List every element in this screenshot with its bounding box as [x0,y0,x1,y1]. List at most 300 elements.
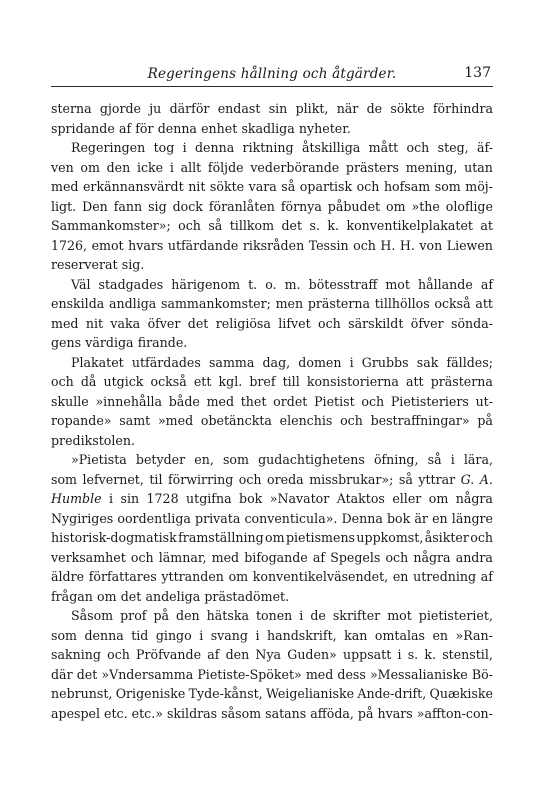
word: historisk-dogmatisk [51,530,177,545]
word: skulle [51,393,89,409]
word: Weigelianiske [265,686,355,701]
word: så [281,179,296,194]
word: samma [208,354,255,370]
word: Tessin [308,237,349,253]
word: Denna [341,510,383,526]
word: etc.» [131,705,163,721]
word: den [106,159,131,175]
word: vaka [110,315,141,331]
text-line [51,684,493,704]
text-line [51,665,493,685]
word: s. [407,647,419,662]
word: i [182,140,187,155]
word: gudachtighetens [258,452,365,467]
word: andliga [109,296,157,311]
word: sterna [51,101,92,116]
word: kgl. [218,374,243,389]
word: sökte [209,179,245,194]
word: om [386,198,406,214]
word: icke [136,159,164,175]
word: H. [399,237,415,253]
word: gjorde [99,101,141,116]
text-line [51,606,493,626]
word: föranlåten [208,198,275,214]
word: som [51,627,77,643]
word: bok [386,510,411,526]
word: sammankomster; [161,296,271,311]
word: då [80,374,97,389]
word: i [450,452,455,467]
word: skrifter [332,608,381,623]
word: öfver [410,315,444,331]
word: och [340,413,363,428]
word: där [51,666,73,682]
word: oreda [267,471,304,487]
text-line [51,489,493,509]
text-line [51,197,493,217]
word: särskildt [348,315,404,331]
word: förwirring [167,471,234,487]
word: yttranden [161,569,224,584]
word: yttrar [418,471,456,487]
word: 1728 [146,491,179,506]
word: därför [169,101,210,116]
word: omtalas [374,627,425,643]
word: ven [51,159,74,175]
word: at [480,218,493,233]
word: skildras [166,705,218,721]
word: framställning [178,530,264,545]
text-line [51,411,493,431]
word: »the [411,198,440,214]
word: och [178,218,201,233]
word: utfärdande [167,237,239,253]
word: tog [153,140,175,155]
text-line [51,645,493,665]
word: äldre [51,569,85,584]
text-line [51,431,493,451]
word: stadgades [98,276,164,292]
word: mått [368,140,399,155]
word: steg, [437,140,469,155]
word: ut- [475,393,493,409]
word: och [107,647,130,662]
word: Nya [255,647,282,662]
word: von [419,237,443,253]
word: pietisteriet, [418,608,493,623]
word: både [168,393,200,409]
word: prästerna [307,296,371,311]
word: mening, [405,159,458,175]
word: »innehålla [95,393,163,409]
word: lära, [463,452,493,467]
word: och [318,315,341,331]
word: om [80,159,100,175]
word: ordet [273,393,308,409]
text-line [51,450,493,470]
word: de [366,101,383,116]
word: denna [84,627,124,643]
word: sin [120,491,140,506]
word: gens [51,335,82,350]
text-line [51,626,493,646]
running-title: Regeringens hållning och åtgärder. [147,66,397,82]
word: skadliga [241,120,295,136]
word: värdiga [85,335,134,350]
word: och [356,179,380,194]
word: såsom [221,705,262,721]
word: pietismens [285,530,356,545]
word: afföda, [310,705,354,721]
word: en [432,510,448,526]
word: och [406,140,430,155]
word: uppkomst, [356,530,424,545]
word: til [149,471,163,487]
word: allt [180,159,202,175]
word: bref [249,374,276,389]
word: det [281,218,303,233]
word: af [480,276,493,292]
word: på [357,705,374,721]
word: om [228,569,249,584]
text-line [51,236,493,256]
word: en, [194,452,214,467]
word: hätska [206,608,249,623]
word: oloflige [445,198,493,214]
word: sakning [51,647,101,662]
word: härigenom [171,276,241,292]
word: det [76,666,98,682]
word: af [480,569,493,584]
word: följde [207,159,244,175]
word: kan [344,627,368,643]
word: tillhöllos [374,296,430,311]
word: predikstolen. [51,432,135,448]
word: religiösa [215,315,271,331]
word: prästerna [430,374,493,389]
word: prof [120,608,147,623]
word: och [361,393,385,409]
word: Tyde-kånst, [188,686,263,701]
word: konsistorierna [306,374,399,389]
word: påbudet [327,198,381,214]
word: att [475,296,493,311]
word: nit [188,179,206,194]
word: öfver [147,315,181,331]
word: dess [337,666,366,682]
word: Humble [51,491,102,506]
text-line [51,119,493,139]
word: m. [284,276,301,292]
word: förhindra [432,101,493,116]
word: samt [119,413,151,428]
word: prästers [345,159,399,175]
word: nit [85,315,104,331]
text-line [51,314,493,334]
word: fälldes; [446,354,493,370]
word: endast [217,101,261,116]
word: det [120,588,142,604]
word: om [428,491,449,506]
word: sak [416,354,439,370]
word: af [118,120,132,136]
word: som [51,471,77,487]
text-line [51,509,493,529]
text-line [51,99,493,119]
word: utan [464,159,493,175]
word: nyheter. [298,120,351,136]
text-line [51,294,493,314]
word: denna [194,140,235,155]
word: s. [309,218,320,233]
text-line [51,528,493,548]
word: ligt. [51,198,77,214]
body-text [51,99,493,723]
word: Pietisteriers [390,393,469,409]
text-line [51,372,493,392]
word: i [349,354,354,370]
word: handskrift, [266,627,337,643]
word: att [405,374,424,389]
word: nebrunst, [51,686,113,701]
word: svang [210,627,248,643]
word: mot [387,608,412,623]
word: sökte [390,101,425,116]
word: emot [91,237,124,253]
word: några [455,491,493,506]
word: hållande [417,276,473,292]
text-line [51,587,493,607]
word: hvars [377,705,413,721]
word: utfärdades [131,354,201,370]
word: Liewen [446,237,493,253]
word: med [305,666,334,682]
word: mot [385,276,410,292]
word: i [397,647,402,662]
word: utgifna [186,491,232,506]
word: thet [240,393,267,409]
word: när [336,101,359,116]
word: Nygiriges [51,510,114,526]
word: Pietiste-Spöket» [197,666,302,682]
word: längre [451,510,493,526]
word: vederbörande [250,159,340,175]
word: domen [298,354,342,370]
word: för [135,120,154,136]
word: opartisk [299,179,353,194]
word: i [109,491,114,506]
word: är [414,510,428,526]
text-line [51,704,493,724]
word: uppsatt [342,647,392,662]
word: bötesstraff [308,276,378,292]
word: »Pietista [71,452,127,467]
word: den [225,647,250,662]
word: oordentliga [117,510,191,526]
word: tonen [255,608,293,623]
text-line [51,470,493,490]
page-header [51,64,493,87]
word: tillkom [229,218,275,233]
word: Sammankomster»; [51,218,171,233]
word: privata [195,510,241,526]
word: enskilda [51,296,105,311]
word: sönda- [451,315,493,331]
word: »med [157,413,194,428]
word: också [150,374,187,389]
word: missbrukar»; [309,471,394,487]
word: Grubbs [361,354,409,370]
word: Guden» [287,647,337,662]
word: gingo [155,627,192,643]
word: om [265,530,285,545]
word: betyder [135,452,186,467]
word: af [312,549,326,565]
word: lifvet [278,315,311,331]
word: sig. [121,257,145,272]
text-line [51,216,493,236]
word: Ataktos [336,491,385,506]
word: äf- [476,140,493,155]
word: eller [392,491,422,506]
word: på [153,608,170,623]
word: Origeniske [115,686,186,701]
word: G. [460,471,475,487]
word: författares [88,569,157,584]
word: reserverat [51,257,118,272]
word: med [206,393,235,409]
word: »Vndersamma [101,666,194,682]
word: bestraffningar» [370,413,470,428]
word: konventikelplakatet [346,218,473,233]
word: sig [148,198,167,214]
word: utredning [413,569,477,584]
word: lefvernet, [82,471,144,487]
word: Ande-drift, [357,686,427,701]
word: och [470,530,493,545]
word: conventicula». [244,510,338,526]
word: Väl [71,276,91,292]
word: och [51,374,74,389]
word: så [398,471,413,487]
word: verksamhet [51,549,126,565]
word: bok [239,491,263,506]
word: i [299,608,304,623]
word: med [211,549,240,565]
word: fann [113,198,143,214]
text-line [51,548,493,568]
word: konventikelväsendet, [252,569,389,584]
text-line [51,567,493,587]
word: i [169,159,174,175]
word: andra [455,549,493,565]
text-line [51,158,493,178]
word: o. [265,276,277,292]
word: lämnar, [158,549,207,565]
word: satans [265,705,307,721]
word: ett [193,374,212,389]
word: öfning, [373,452,419,467]
word: det [187,315,209,331]
word: som [222,452,249,467]
page-number: 137 [464,65,491,81]
word: som [434,179,461,194]
word: i [199,627,204,643]
word: bifogande [244,549,308,565]
word: plikt, [295,101,329,116]
word: k. [424,647,436,662]
word: men [275,296,304,311]
text-line [51,353,493,373]
text-line [51,255,493,275]
word: Den [82,198,108,214]
word: med [51,179,79,194]
word: »Messalianiske [369,666,468,682]
word: åsikter [424,530,469,545]
word: den [176,608,200,623]
word: utgick [103,374,144,389]
book-page [51,64,493,723]
word: så [427,452,442,467]
word: hofsam [383,179,431,194]
word: etc. [104,705,128,721]
word: t. [248,276,258,292]
word: förnya [280,198,322,214]
word: »Ran- [455,627,493,643]
word: 1726, [51,237,88,253]
word: tid [131,627,149,643]
word: enhet [201,120,238,136]
word: Plakatet [71,354,124,370]
word: elenchis [279,413,333,428]
word: Spegels [330,549,381,565]
word: i [255,627,260,643]
word: med [51,315,79,331]
word: de [310,608,326,623]
word: så [208,218,223,233]
word: dock [172,198,203,214]
text-line [51,392,493,412]
word: vara [248,179,277,194]
word: riktning [242,140,294,155]
word: också [434,296,471,311]
word: obetänckta [200,413,272,428]
word: andeliga [145,588,201,604]
word: och [353,237,376,253]
word: åtskilliga [301,140,361,155]
word: möj- [465,179,493,194]
word: frågan [51,588,93,604]
word: prästadömet. [204,588,290,604]
word: riksråden [242,237,305,253]
word: på [477,413,493,428]
text-line [51,333,493,353]
word: Pröfvande [136,647,202,662]
word: Såsom [71,608,114,623]
word: erkännansvärdt [82,179,184,194]
word: spridande [51,120,115,136]
word: Quækiske [429,686,493,701]
text-line [51,177,493,197]
word: om [97,588,117,604]
word: dag, [262,354,291,370]
word: apespel [51,705,101,721]
word: till [282,374,300,389]
word: af [207,647,220,662]
word: Regeringen [71,140,146,155]
word: några [413,549,451,565]
word: Bö- [471,666,493,682]
